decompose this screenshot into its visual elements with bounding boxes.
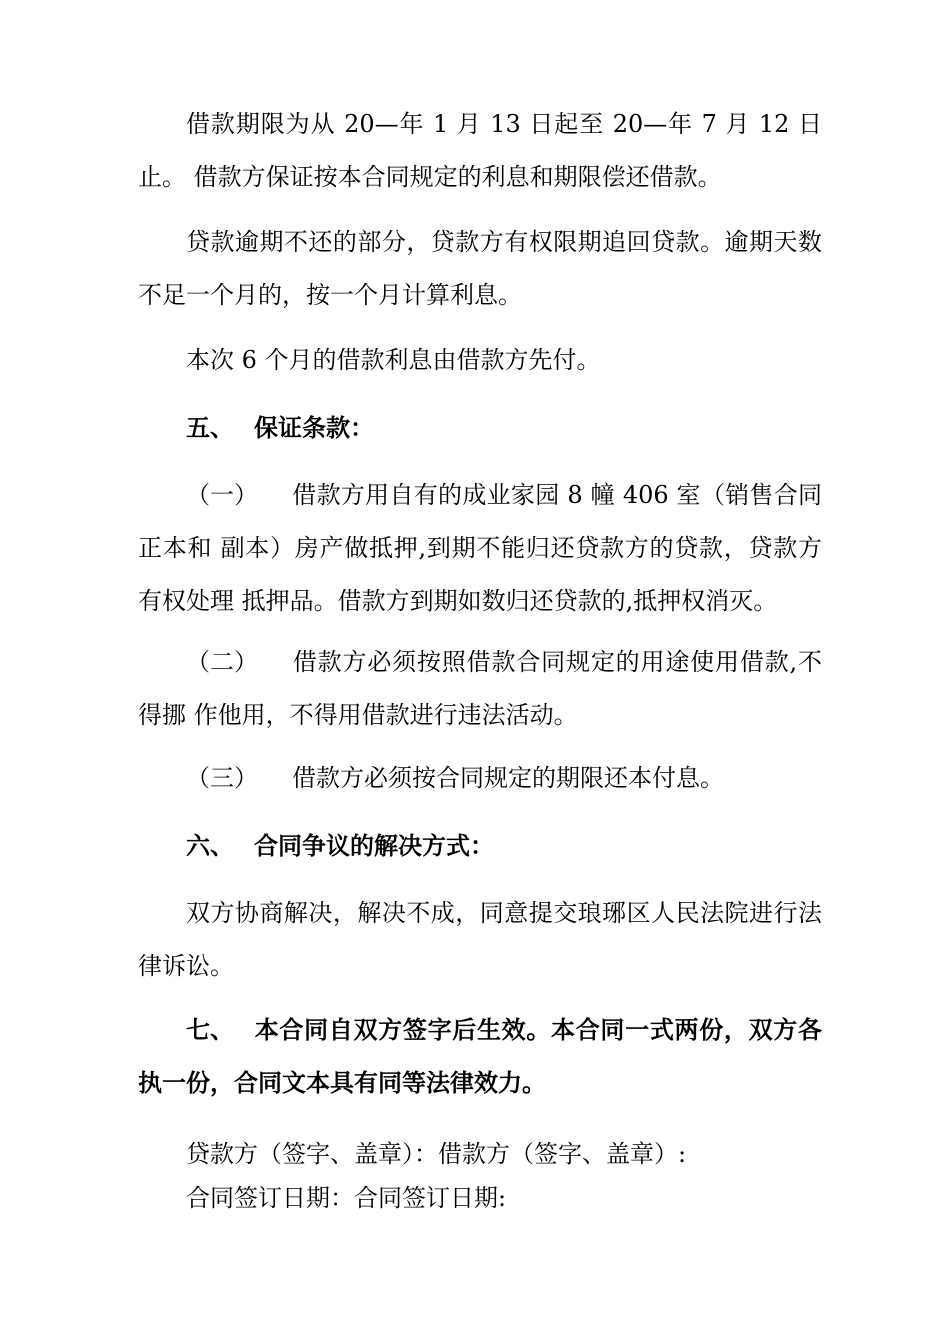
section-7-paragraph: [138, 1003, 822, 1109]
section-5-item-2: [138, 636, 822, 742]
section-6-heading: [186, 831, 494, 861]
item-2-label: （二）: [186, 648, 258, 676]
section-6-paragraph: 双方协商解决，解决不成，同意提交琅琊区人民法院进行法律诉讼。: [138, 899, 822, 980]
loan-term-paragraph: 借款期限为从 20—年 1 月 13 日起至 20—年 7 月 12 日止。 借款方保证按本合同规定的利息和期限偿还借款。: [138, 110, 822, 191]
overdue-paragraph: 贷款逾期不还的部分，贷款方有权限期追回贷款。逾期天数不足一个月的，按一个月计算利息。: [138, 228, 822, 309]
section-7-text: 本合同自双方签字后生效。本合同一式两份，双方各执一份，合同文本具有同等法律效力。: [138, 1015, 822, 1097]
section-5-item-3: [138, 752, 822, 805]
section-5-item-1: [138, 469, 822, 628]
section-7-number: 七、: [186, 1015, 234, 1044]
section-5-number: 五、: [186, 413, 234, 442]
item-2-text: 借款方必须按照借款合同规定的用途使用借款,不得挪 作他用，不得用借款进行违法活动。: [138, 648, 822, 729]
item-1-text: 借款方用自有的成业家园 8 幢 406 室（销售合同正本和 副本）房产做抵押,到期不能归还贷款方的贷款，贷款方有权处理 抵押品。借款方到期如数归还贷款的,抵押权消灭。: [138, 481, 822, 615]
section-5-heading: [186, 413, 374, 443]
signature-dates-line: 合同签订日期：合同签订日期:: [186, 1184, 507, 1212]
item-3-text: 借款方必须按合同规定的期限还本付息。: [292, 764, 724, 792]
section-6-title: 合同争议的解决方式：: [254, 831, 494, 860]
section-5-title: 保证条款：: [254, 413, 374, 442]
item-1-label: （一）: [186, 481, 258, 509]
signature-parties-line: 贷款方（签字、盖章）：借款方（签字、盖章）:: [186, 1140, 687, 1168]
interest-paragraph: 本次 6 个月的借款利息由借款方先付。: [186, 346, 601, 374]
item-3-label: （三）: [186, 764, 258, 792]
section-6-number: 六、: [186, 831, 234, 860]
